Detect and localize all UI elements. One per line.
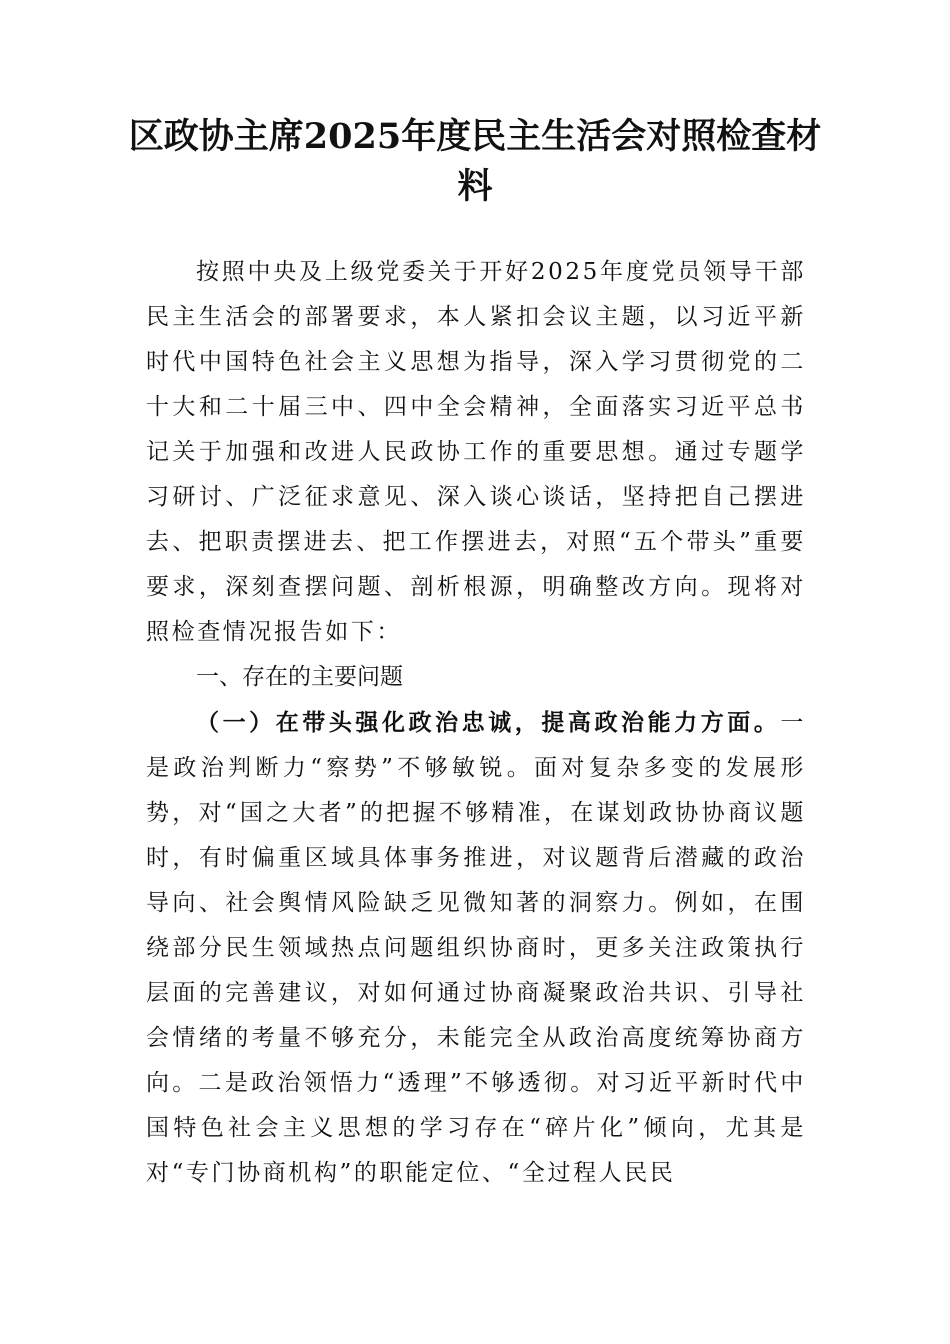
subsection-heading: （一）在带头强化政治忠诚，提高政治能力方面。 — [196, 709, 781, 736]
subsection-body-text: 一是政治判断力“察势”不够敏锐。面对复杂多变的发展形势，对“国之大者”的把握不够精准，在谋划政协协商议题时，有时偏重区域具体事务推进，对议题背后潜藏的政治导向、社会舆情风险缺乏见微知著的洞察力。例如，在围绕部分民生领域热点问题组织协商时，更多关注政策执行层面的完善建议，对如何通过协商凝聚政治共识、引导社会情绪的考量不够充分，未能完全从政治高度统筹协商方向。二是政治领悟力“透理”不够透彻。对习近平新时代中国特色社会主义思想的学习存在“碎片化”倾向，尤其是对“专门协商机构”的职能定位、“全过程人民民 — [146, 710, 806, 1186]
document-body — [146, 250, 806, 1196]
subsection-paragraph — [146, 700, 806, 1196]
section-heading-problems: 一、存在的主要问题 — [196, 664, 403, 690]
intro-paragraph: 按照中央及上级党委关于开好2025年度党员领导干部民主生活会的部署要求，本人紧扣会议主题，以习近平新时代中国特色社会主义思想为指导，深入学习贯彻党的二十大和二十届三中、四中全会精神，全面落实习近平总书记关于加强和改进人民政协工作的重要思想。通过专题学习研讨、广泛征求意见、深入谈心谈话，坚持把自己摆进去、把职责摆进去、把工作摆进去，对照“五个带头”重要要求，深刻查摆问题、剖析根源，明确整改方向。现将对照检查情况报告如下： — [146, 259, 806, 645]
document-title: 区政协主席2025年度民主生活会对照检查材料 — [128, 116, 822, 207]
